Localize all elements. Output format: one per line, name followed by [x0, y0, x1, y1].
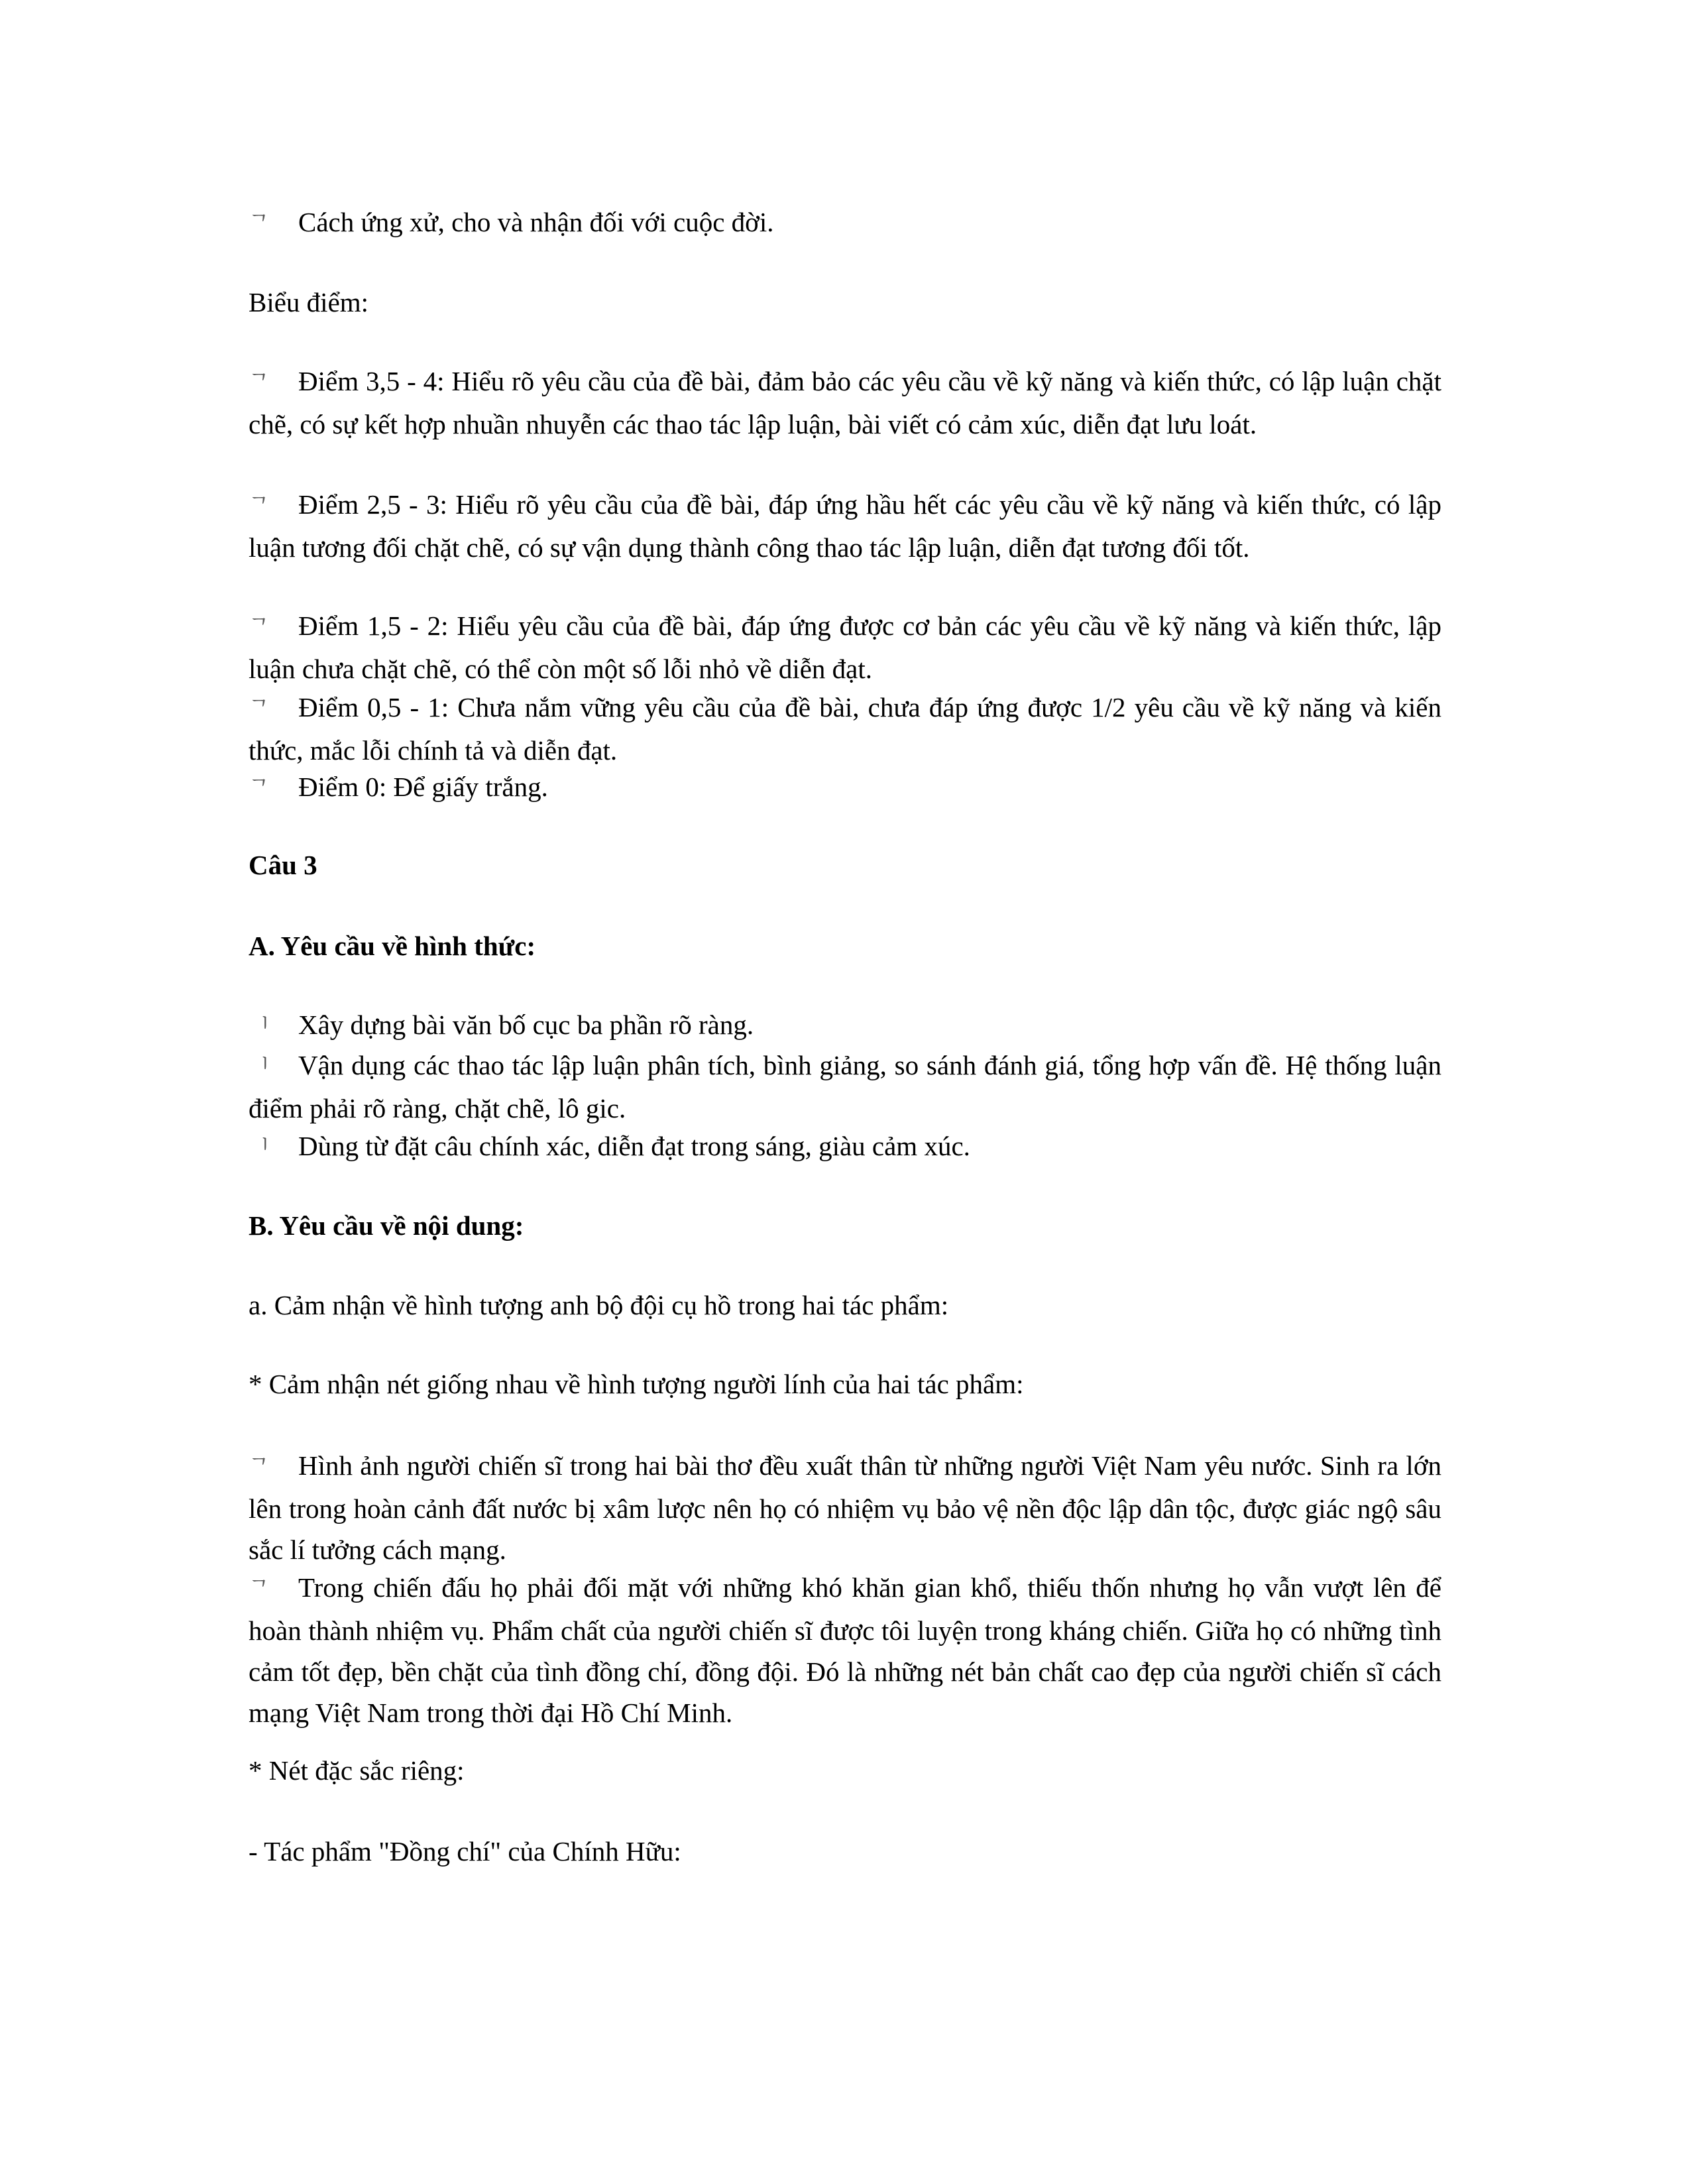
scoring-item-text: Điểm 2,5 - 3: Hiểu rõ yêu cầu của đề bài, đáp ứng hầu hết các yêu cầu về kỹ năng và kiến thức, có lập luận tương đối chặt chẽ, có sự vận dụng thành công thao tác lập luận, diễn đạt tương đối tốt.: [249, 489, 1441, 563]
intro-text: Cách ứng xử, cho và nhận đối với cuộc đời.: [298, 207, 774, 237]
scoring-item: [249, 361, 1441, 445]
scoring-item-text: Điểm 1,5 - 2: Hiểu yêu cầu của đề bài, đáp ứng được cơ bản các yêu cầu về kỹ năng và kiến thức, lập luận chưa chặt chẽ, có thể còn một số lỗi nhỏ về diễn đạt.: [249, 610, 1441, 684]
similar-item-text: Trong chiến đấu họ phải đối mặt với những khó khăn gian khổ, thiếu thốn nhưng họ vẫn vượt lên để hoàn thành nhiệm vụ. Phẩm chất của người chiến sĩ được tôi luyện trong kháng chiến. Giữa họ có những tình cảm tốt đẹp, bền chặt của tình đồng chí, đồng đội. Đó là những nét bản chất cao đẹp của người chiến sĩ cách mạng Việt Nam trong thời đại Hồ Chí Minh.: [249, 1572, 1441, 1728]
question-title: Câu 3: [249, 850, 317, 880]
scoring-item-text: Điểm 3,5 - 4: Hiểu rõ yêu cầu của đề bài, đảm bảo các yêu cầu về kỹ năng và kiến thức, có lập luận chặt chẽ, có sự kết hợp nhuần nhuyễn các thao tác lập luận, bài viết có cảm xúc, diễn đạt lưu loát.: [249, 366, 1441, 439]
form-item-text: Dùng từ đặt câu chính xác, diễn đạt trong sáng, giàu cảm xúc.: [298, 1131, 970, 1161]
bullet-icon: ᅵ: [249, 1135, 269, 1161]
form-item: [249, 1125, 1441, 1169]
scoring-item: [249, 766, 1441, 809]
scoring-heading: Biểu điểm:: [249, 287, 369, 317]
bullet-icon: ᄀ: [249, 211, 269, 237]
form-item-text: Xây dựng bài văn bố cục ba phần rõ ràng.: [298, 1009, 754, 1040]
bullet-icon: ᄀ: [249, 371, 269, 396]
bullet-icon: ᅵ: [249, 1055, 269, 1080]
unique-heading: * Nét đặc sắc riêng:: [249, 1755, 465, 1786]
scoring-item-text: Điểm 0: Để giấy trắng.: [298, 772, 548, 802]
similar-item: [249, 1567, 1441, 1733]
scoring-item-text: Điểm 0,5 - 1: Chưa nắm vững yêu cầu của đề bài, chưa đáp ứng được 1/2 yêu cầu về kỹ năng và kiến thức, mắc lỗi chính tả và diễn đạt.: [249, 692, 1441, 766]
point-a: a. Cảm nhận về hình tượng anh bộ đội cụ hồ trong hai tác phẩm:: [249, 1290, 949, 1320]
scoring-item: [249, 484, 1441, 568]
similar-item: [249, 1445, 1441, 1570]
bullet-icon: ᄀ: [249, 697, 269, 722]
content-heading: B. Yêu cầu về nội dung:: [249, 1210, 524, 1241]
form-item-text: Vận dụng các thao tác lập luận phân tích, bình giảng, so sánh đánh giá, tổng hợp vấn đề. Hệ thống luận điểm phải rõ ràng, chặt chẽ, lô gic.: [249, 1050, 1441, 1123]
bullet-icon: ᄀ: [249, 494, 269, 519]
similar-item-text: Hình ảnh người chiến sĩ trong hai bài thơ đều xuất thân từ những người Việt Nam yêu nước. Sinh ra lớn lên trong hoàn cảnh đất nước bị xâm lược nên họ có nhiệm vụ bảo vệ nền độc lập dân tộc, được giác ngộ sâu sắc lí tưởng cách mạng.: [249, 1450, 1441, 1565]
bullet-icon: ᄀ: [249, 776, 269, 801]
form-item: [249, 1045, 1441, 1129]
similar-heading: * Cảm nhận nét giống nhau về hình tượng người lính của hai tác phẩm:: [249, 1369, 1024, 1399]
form-item: [249, 1004, 1441, 1047]
scoring-item: [249, 687, 1441, 771]
work1-heading: - Tác phẩm "Đồng chí" của Chính Hữu:: [249, 1836, 681, 1867]
bullet-icon: ᅵ: [249, 1014, 269, 1039]
bullet-icon: ᄀ: [249, 1455, 269, 1480]
intro-item: [249, 201, 1441, 245]
bullet-icon: ᄀ: [249, 1577, 269, 1602]
form-heading: A. Yêu cầu về hình thức:: [249, 931, 536, 961]
scoring-item: [249, 605, 1441, 689]
bullet-icon: ᄀ: [249, 615, 269, 640]
